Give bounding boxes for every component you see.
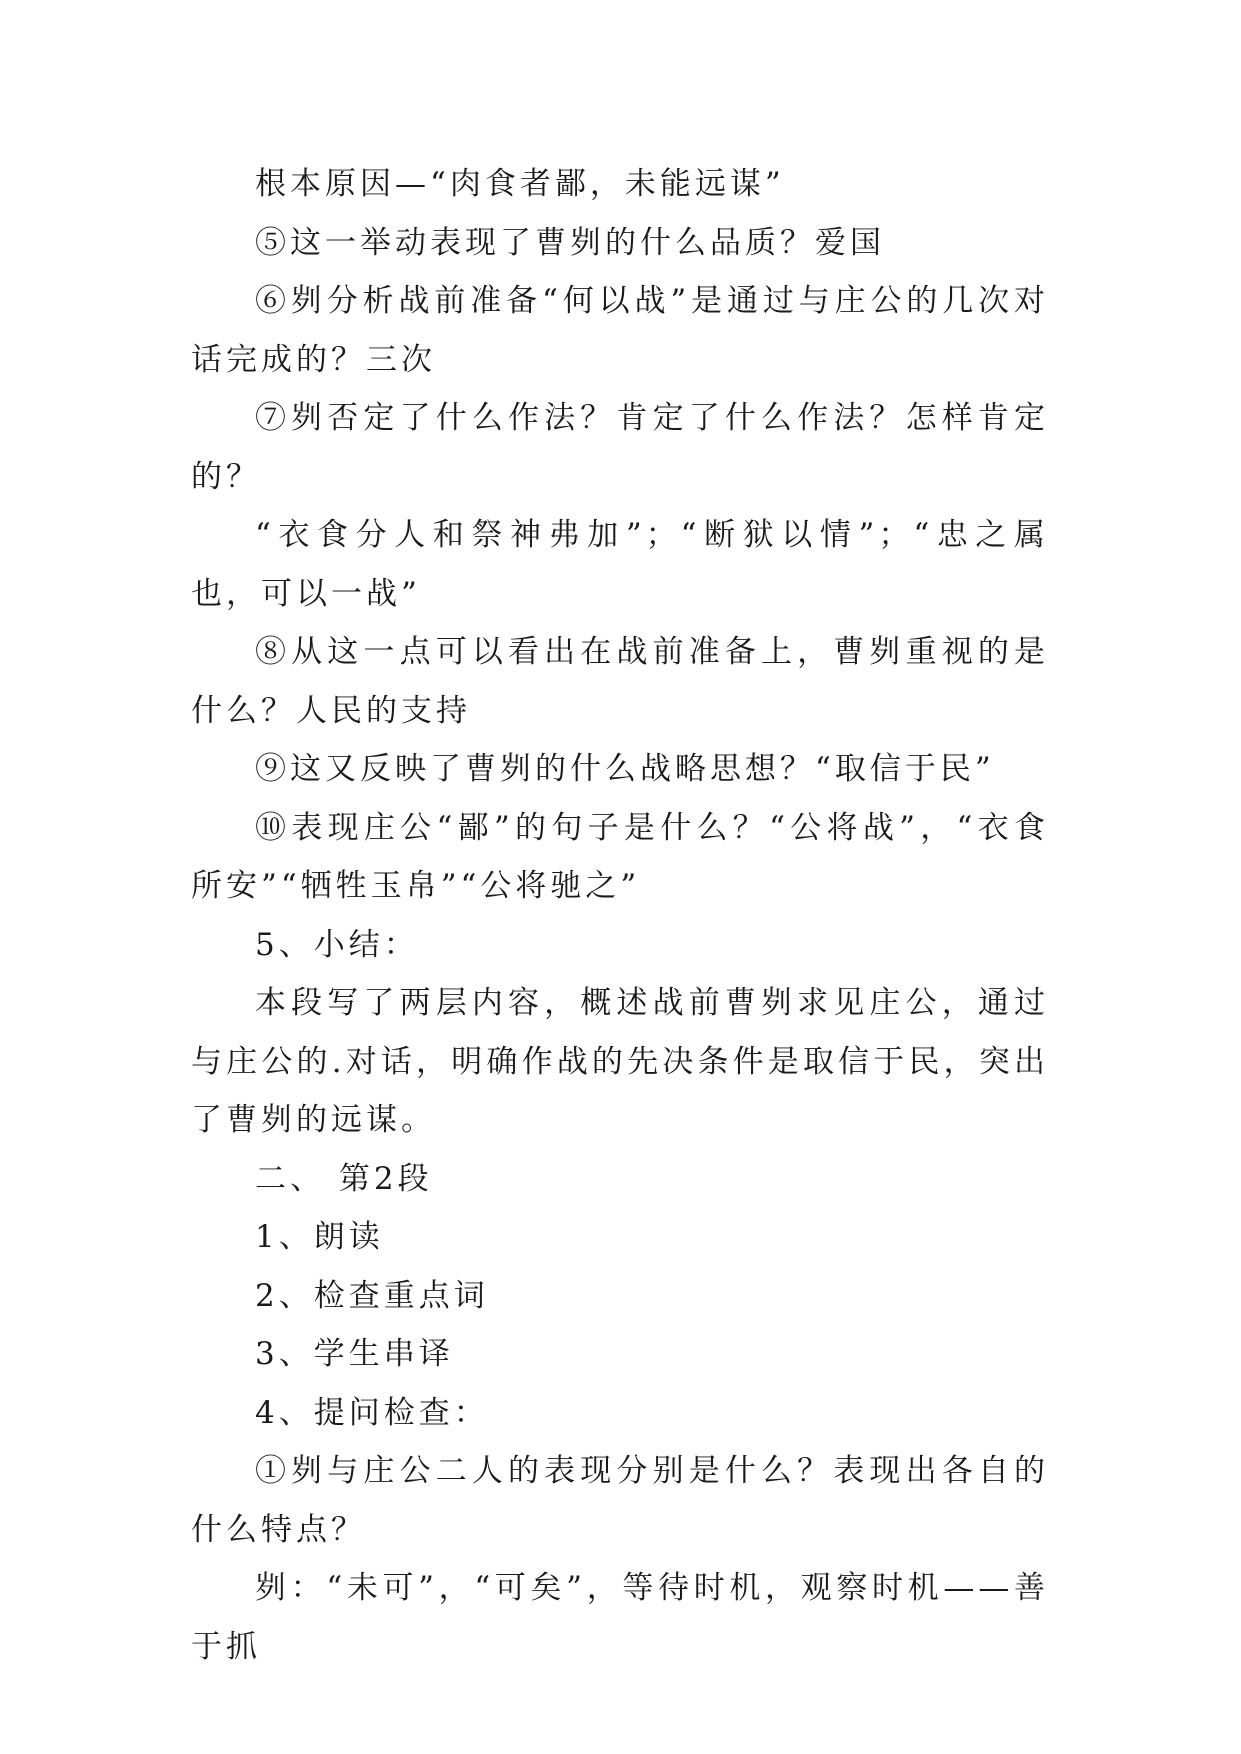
list-item-check-words: 2、检查重点词: [255, 1277, 489, 1314]
paragraph-question-6: ⑥刿分析战前准备“何以战”是通过与庄公的几次对话完成的？三次: [191, 283, 1049, 378]
paragraph-answer-7: “衣食分人和祭神弗加”；“断狱以情”；“忠之属也，可以一战”: [191, 517, 1049, 612]
paragraph-question-9: ⑨这又反映了曹刿的什么战略思想？“取信于民”: [255, 751, 995, 787]
paragraph-root-cause: 根本原因—“肉食者鄙，未能远谋”: [255, 166, 785, 202]
section-heading-2: 二、 第2段: [255, 1160, 433, 1197]
paragraph-question-10: ⑩表现庄公“鄙”的句子是什么？“公将战”，“衣食所安”“牺牲玉帛”“公将驰之”: [191, 809, 1049, 904]
paragraph-summary-heading: 5、小结：: [255, 926, 419, 963]
paragraph-answer-1: 刿：“未可”，“可矣”，等待时机，观察时机——善于抓: [191, 1570, 1049, 1665]
paragraph-question-8: ⑧从这一点可以看出在战前准备上，曹刿重视的是什么？人民的支持: [191, 634, 1049, 729]
paragraph-question-7: ⑦刿否定了什么作法？肯定了什么作法？怎样肯定的？: [191, 400, 1049, 495]
list-item-questions: 4、提问检查：: [255, 1394, 489, 1431]
paragraph-question-1: ①刿与庄公二人的表现分别是什么？表现出各自的什么特点？: [191, 1453, 1049, 1548]
document-body: [191, 155, 1049, 1676]
list-item-translate: 3、学生串译: [255, 1336, 454, 1372]
paragraph-summary-text: 本段写了两层内容，概述战前曹刿求见庄公，通过与庄公的.对话，明确作战的先决条件是取信于民，突出了曹刿的远谋。: [191, 985, 1049, 1138]
list-item-read-aloud: 1、朗读: [255, 1219, 384, 1255]
paragraph-question-5: ⑤这一举动表现了曹刿的什么品质？爱国: [255, 224, 885, 261]
